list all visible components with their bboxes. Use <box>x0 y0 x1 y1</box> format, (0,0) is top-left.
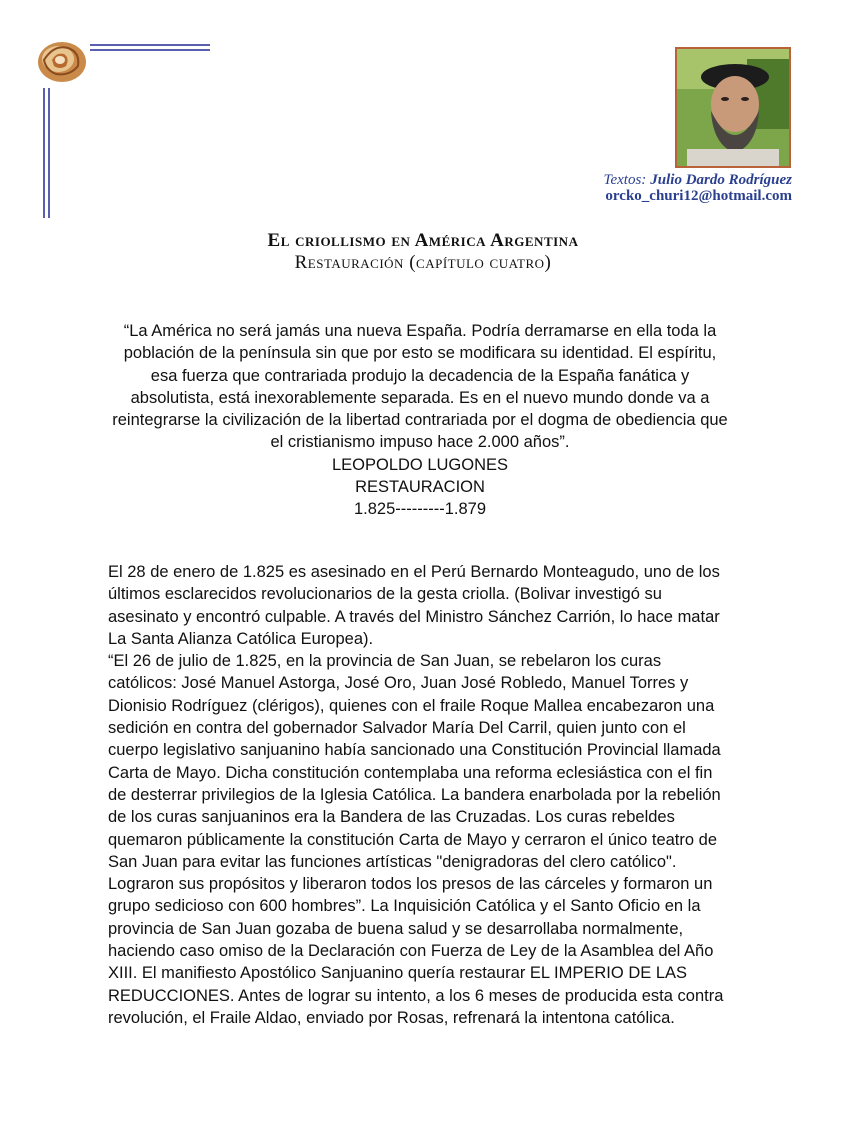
decorative-rule <box>48 88 50 218</box>
credit-prefix: Textos: <box>603 172 647 188</box>
decorative-rule <box>90 44 210 46</box>
article-body <box>108 561 733 1029</box>
decorative-rule <box>43 88 45 218</box>
epigraph <box>110 320 730 521</box>
author-name: Julio Dardo Rodríguez <box>650 172 792 188</box>
author-email: orcko_churi12@hotmail.com <box>605 188 792 204</box>
corner-ornament-icon <box>34 36 90 86</box>
epigraph-work: RESTAURACION <box>355 478 485 497</box>
epigraph-author: LEOPOLDO LUGONES <box>331 455 509 474</box>
decorative-rule <box>90 49 210 51</box>
article-title: El criollismo en América Argentina <box>267 230 579 251</box>
article-subtitle: Restauración (capítulo cuatro) <box>294 252 552 273</box>
body-paragraph: “El 26 de julio de 1.825, en la provincia de San Juan, se rebelaron los curas católicos: José Manuel Astorga, José Oro, Juan José Robledo, Manuel Torres y Dionisio Rodríguez (clérigos), quienes con el fraile Roque Mallea encabezaron una sedición en contra del gobernador Salvador María Del Carril, quien junto con el cuerpo legislativo sanjuanino había sancionado una Constitución Provincial llamada Carta de Mayo. Dicha constitución contemplaba una reforma eclesiástica con el fin de desterrar privilegios de la Iglesia Católica. La bandera enarbolada por la rebelión de los curas sanjuaninos era la Bandera de las Cruzadas. Los curas rebeldes quemaron públicamente la constitución Carta de Mayo y cerraron el único teatro de San Juan para evitar las funciones artísticas "denigradoras del clero católico". Lograron sus propósitos y liberaron todos los presos de las cárceles y formaron un grupo sedicioso con 600 hombres”. La Inquisición Católica y el Santo Oficio en la provincia de San Juan gozaba de buena salud y se desarrollaba normalmente, haciendo caso omiso de la Declaración con Fuerza de Ley de la Asamblea del Año XIII. El manifiesto Apostólico Sanjuanino quería restaurar EL IMPERIO DE LAS REDUCCIONES. Antes de lograr su intento, a los 6 meses de producida esta contra revolución, el Fraile Aldao, enviado por Rosas, refrenará la intentona católica. <box>108 652 724 1027</box>
epigraph-quote: “La América no será jamás una nueva España. Podría derramarse en ella toda la población de la península sin que por esto se modificara su identidad. El espíritu, esa fuerza que contrariada produjo la decadencia de la España fanática y absolutista, está inexorablemente separada. Es en el nuevo mundo donde va a reintegrarse la civilización de la libertad contrariada por el dogma de obediencia que el cristianismo impuso hace 2.000 años”. <box>112 322 728 452</box>
epigraph-period: 1.825---------1.879 <box>353 500 487 519</box>
body-paragraph: El 28 de enero de 1.825 es asesinado en el Perú Bernardo Monteagudo, uno de los últimos esclarecidos revolucionarios de la gesta criolla. (Bolivar investigó su asesinato y encontró culpable. A través del Ministro Sánchez Carrión, lo hace matar La Santa Alianza Católica Europea). <box>108 563 720 648</box>
author-credit <box>604 172 792 204</box>
author-photo <box>675 47 791 168</box>
